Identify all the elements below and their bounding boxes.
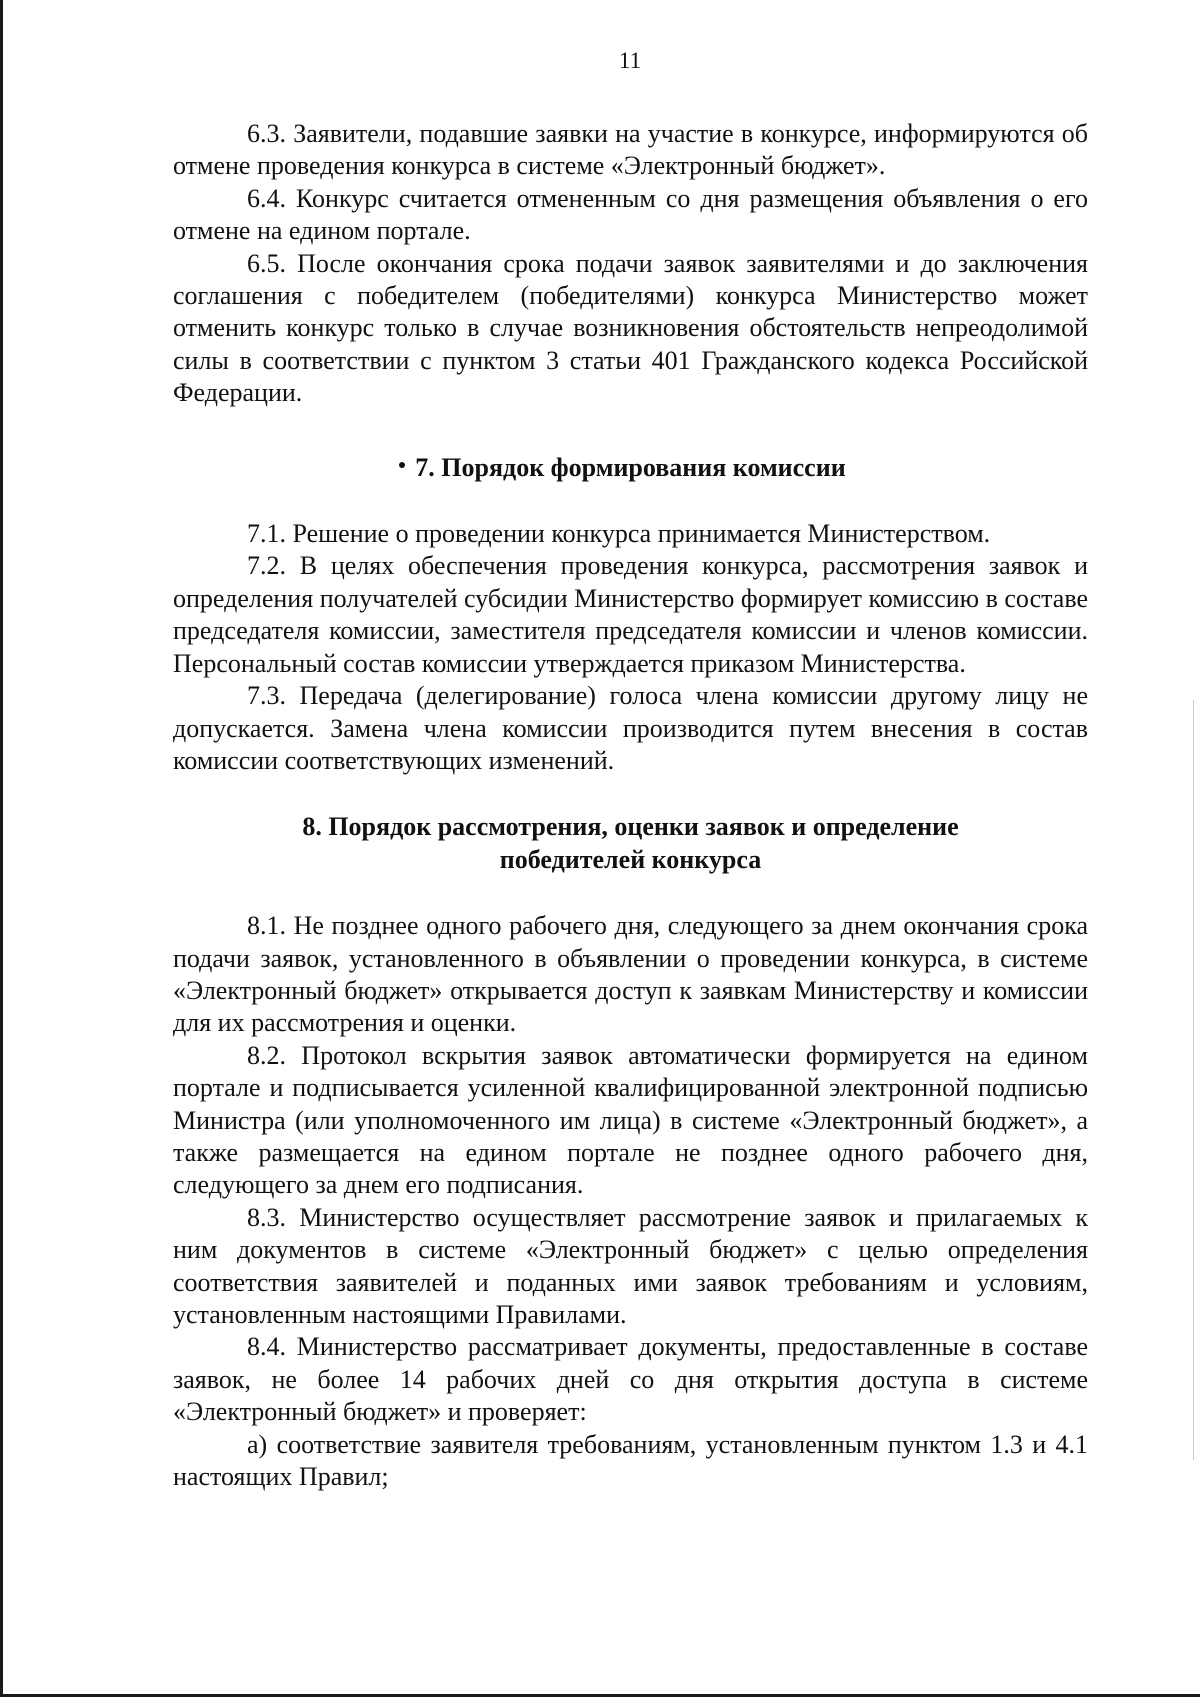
paragraph-8-1: 8.1. Не позднее одного рабочего дня, следующего за днем окончания срока подачи заявок, установленного в объявлении о проведении конкурса, в системе «Электронный бюджет» открывается доступ к заявкам Министерству и комиссии для их рассмотрения и оценки.: [173, 911, 1088, 1038]
paragraph-7-1: 7.1. Решение о проведении конкурса принимается Министерством.: [247, 519, 991, 549]
paragraph-8-2: 8.2. Протокол вскрытия заявок автоматически формируется на едином портале и подписывается усиленной квалифицированной электронной подписью Министра (или уполномоченного им лица) в системе «Электронный бюджет», а также размещается на едином портале не позднее одного рабочего дня, следующего за днем его подписания.: [173, 1040, 1088, 1200]
section-7-heading: 7. Порядок формирования комиссии: [415, 452, 846, 482]
paragraph-7-2: 7.2. В целях обеспечения проведения конкурса, рассмотрения заявок и определения получателей субсидии Министерство формирует комиссию в составе председателя комиссии, заместителя председателя комиссии и членов комиссии. Персональный состав комиссии утверждается приказом Министерства.: [173, 551, 1088, 678]
scan-left-edge: [0, 0, 3, 1697]
paragraph-7-3: 7.3. Передача (делегирование) голоса члена комиссии другому лицу не допускается. Замена члена комиссии производится путем внесения в состав комиссии соответствующих изменений.: [173, 681, 1088, 775]
paragraph-8-4-a: а) соответствие заявителя требованиям, установленным пунктом 1.3 и 4.1 настоящих Правил;: [173, 1429, 1088, 1492]
section-8-heading: [173, 811, 1088, 876]
section-8-heading-line2: победителей конкурса: [499, 844, 762, 874]
section-8-heading-line1: 8. Порядок рассмотрения, оценки заявок и определение: [302, 812, 959, 842]
paragraph-6-4: 6.4. Конкурс считается отмененным со дня размещения объявления о его отмене на едином портале.: [173, 183, 1088, 246]
document-body: [173, 118, 1088, 1493]
paragraph-8-3: 8.3. Министерство осуществляет рассмотрение заявок и прилагаемых к ним документов в системе «Электронный бюджет» с целью определения соответствия заявителей и поданных ими заявок требованиям и условиям, установленным настоящими Правилами.: [173, 1202, 1088, 1329]
page-number: 11: [618, 48, 642, 73]
paragraph-8-4: 8.4. Министерство рассматривает документы, предоставленные в составе заявок, не более 14 рабочих дней со дня открытия доступа в системе «Электронный бюджет» и проверяет:: [173, 1332, 1088, 1427]
scan-right-mark: [1193, 700, 1194, 1460]
paragraph-6-5: 6.5. После окончания срока подачи заявок заявителями и до заключения соглашения с победителем (победителями) конкурса Министерство может отменить конкурс только в случае возникновения обстоятельств непреодолимой силы в соответствии с пунктом 3 статьи 401 Гражданского кодекса Российской Федерации.: [173, 248, 1088, 408]
paragraph-6-3: 6.3. Заявители, подавшие заявки на участие в конкурсе, информируются об отмене проведения конкурса в системе «Электронный бюджет».: [173, 119, 1088, 181]
